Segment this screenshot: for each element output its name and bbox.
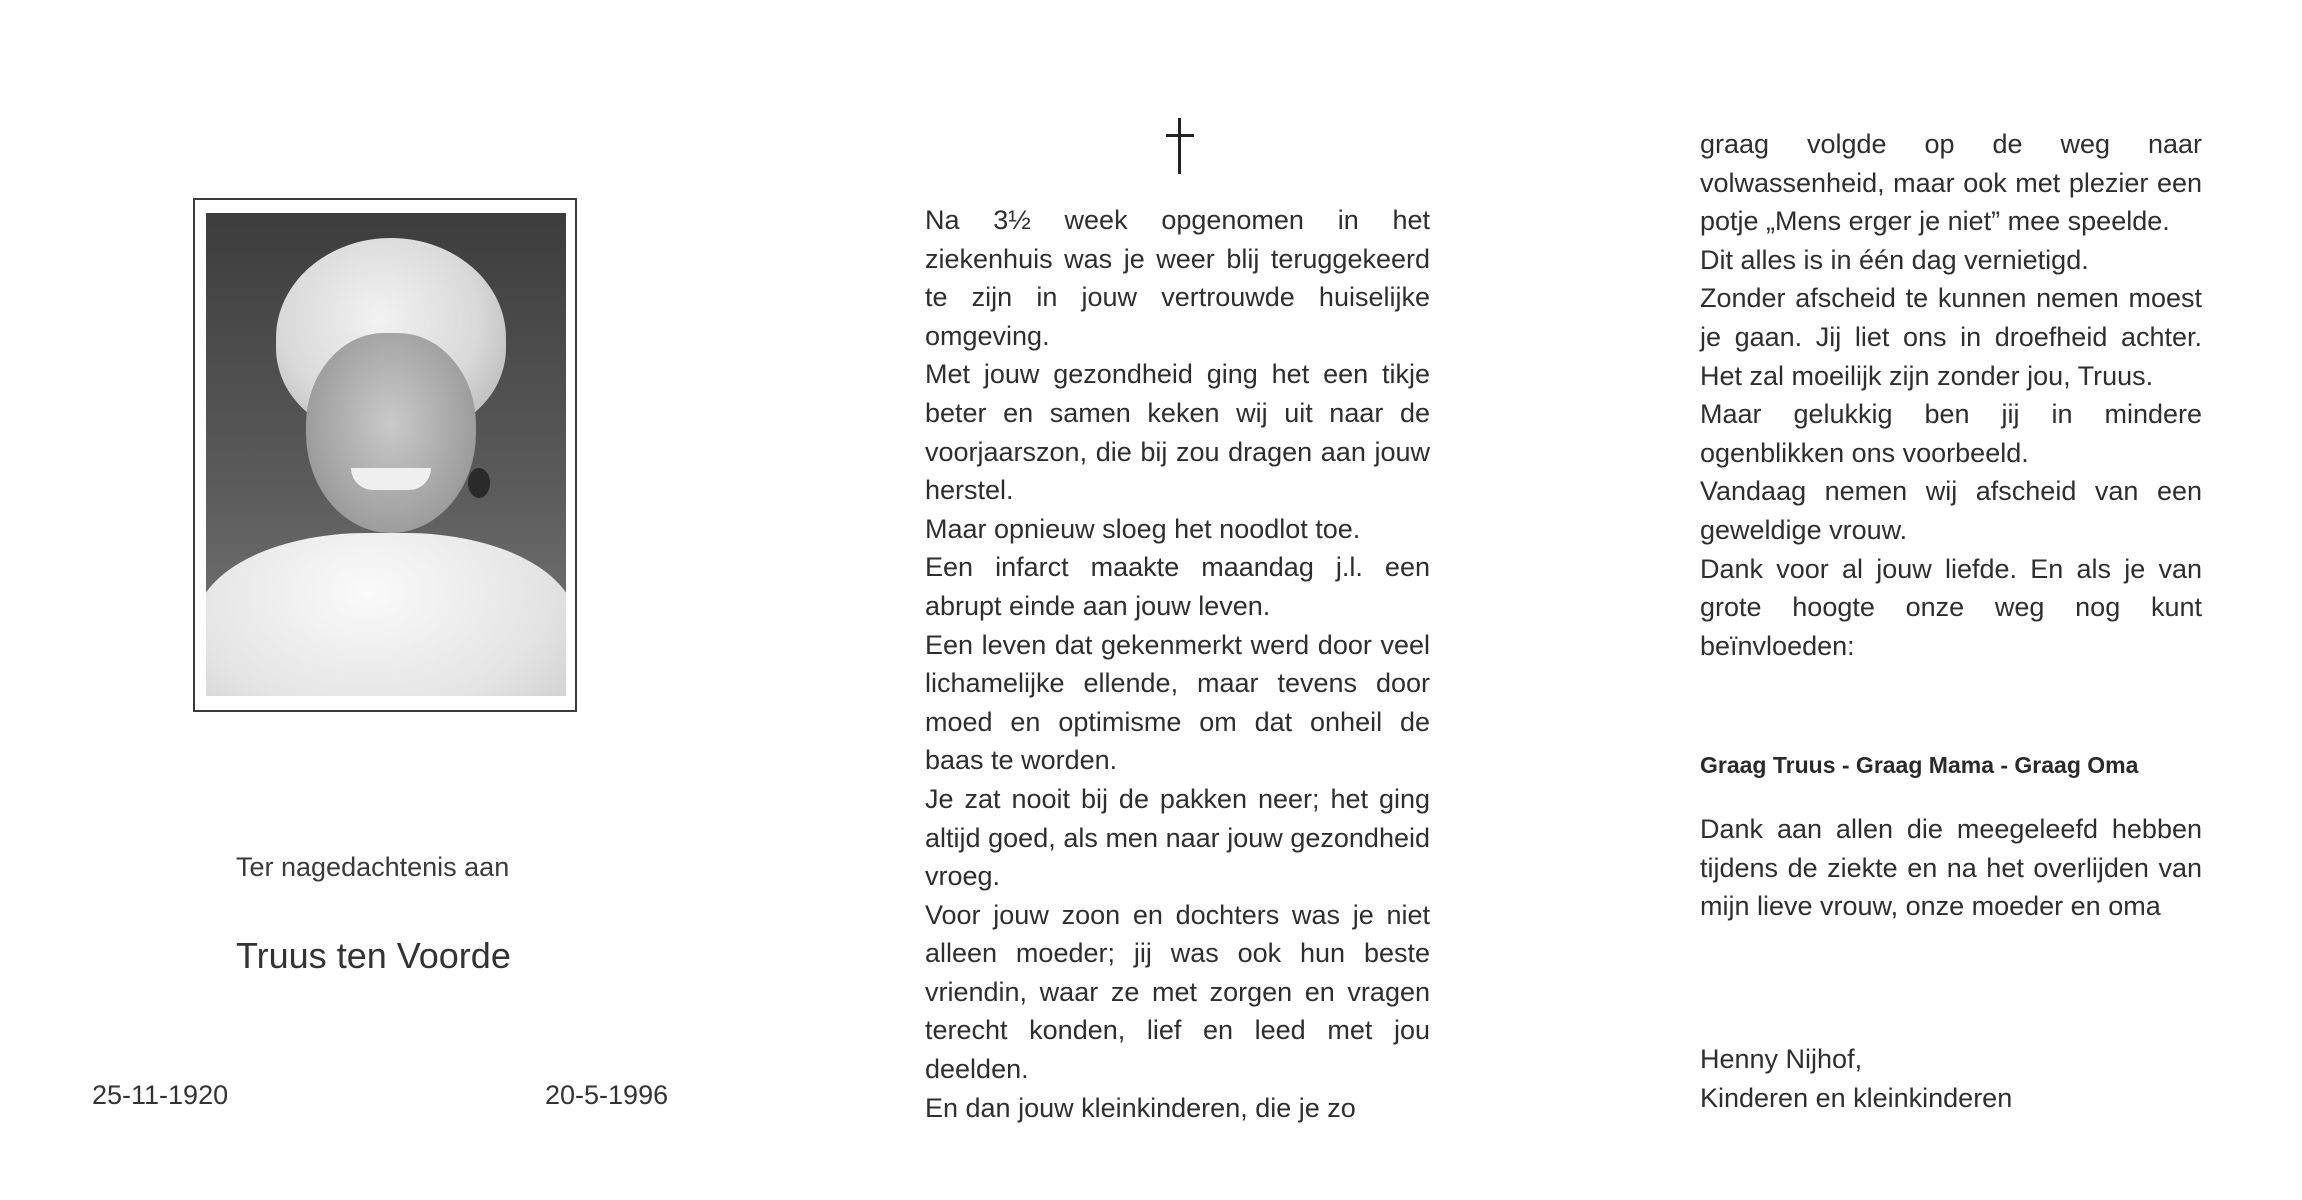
signature-name: Henny Nijhof, bbox=[1700, 1044, 1863, 1074]
middle-text-column bbox=[925, 201, 1430, 1127]
signature-family: Kinderen en kleinkinderen bbox=[1700, 1082, 2013, 1113]
paragraph: Zonder afscheid te kunnen nemen moest je gaan. Jij liet ons in droefheid achter. Het zal moeilijk zijn zonder jou, Truus. bbox=[1700, 283, 2202, 391]
portrait-photo-frame bbox=[193, 198, 577, 712]
deceased-name: Truus ten Voorde bbox=[236, 935, 511, 976]
paragraph: En dan jouw kleinkinderen, die je zo bbox=[925, 1092, 1356, 1123]
photo-blouse bbox=[206, 533, 566, 696]
birth-date: 25-11-1920 bbox=[92, 1080, 229, 1110]
memory-label: Ter nagedachtenis aan bbox=[236, 852, 510, 882]
paragraph: Vandaag nemen wij afscheid van een geweldige vrouw. bbox=[1700, 476, 2202, 545]
paragraph: graag volgde op de weg naar volwassenheid, maar ook met plezier een potje „Mens erger je niet” mee speelde. bbox=[1700, 129, 2202, 237]
paragraph: Je zat nooit bij de pakken neer; het ging altijd goed, als men naar jouw gezondheid vroeg. bbox=[925, 783, 1430, 892]
motto-line: Graag Truus - Graag Mama - Graag Oma bbox=[1700, 752, 2139, 778]
death-date: 20-5-1996 bbox=[545, 1080, 669, 1110]
right-text-column bbox=[1700, 125, 2202, 665]
photo-face bbox=[306, 333, 476, 533]
paragraph: Dank voor al jouw liefde. En als je van grote hoogte onze weg nog kunt beïnvloeden: bbox=[1700, 553, 2202, 661]
paragraph: Voor jouw zoon en dochters was je niet alleen moeder; jij was ook hun beste vriendin, waar ze met zorgen en vragen terecht konden, lief en leed met jou deelden. bbox=[925, 899, 1430, 1085]
paragraph: Een leven dat gekenmerkt werd door veel lichamelijke ellende, maar tevens door moed en optimisme om dat onheil de baas te worden. bbox=[925, 629, 1430, 776]
paragraph: Maar gelukkig ben jij in mindere ogenblikken ons voorbeeld. bbox=[1700, 399, 2202, 468]
thanks-text bbox=[1700, 810, 2202, 926]
portrait-photo bbox=[206, 213, 566, 696]
paragraph: Maar opnieuw sloeg het noodlot toe. bbox=[925, 513, 1361, 544]
paragraph: Met jouw gezondheid ging het een tikje beter en samen keken wij uit naar de voorjaarszon, die bij zou dragen aan jouw herstel. bbox=[925, 359, 1430, 506]
photo-earring bbox=[468, 468, 490, 498]
paragraph: Na 3½ week opgenomen in het ziekenhuis was je weer blij teruggekeerd te zijn in jouw vertrouwde huiselijke omgeving. bbox=[925, 205, 1430, 351]
paragraph: Dit alles is in één dag vernietigd. bbox=[1700, 244, 2089, 275]
paragraph: Een infarct maakte maandag j.l. een abrupt einde aan jouw leven. bbox=[925, 552, 1430, 621]
photo-smile bbox=[351, 468, 431, 490]
signature bbox=[1700, 1040, 2012, 1117]
thanks-paragraph: Dank aan allen die meegeleefd hebben tijdens de ziekte en na het overlijden van mijn lieve vrouw, onze moeder en oma bbox=[1700, 814, 2202, 922]
cross-icon bbox=[1166, 118, 1194, 174]
